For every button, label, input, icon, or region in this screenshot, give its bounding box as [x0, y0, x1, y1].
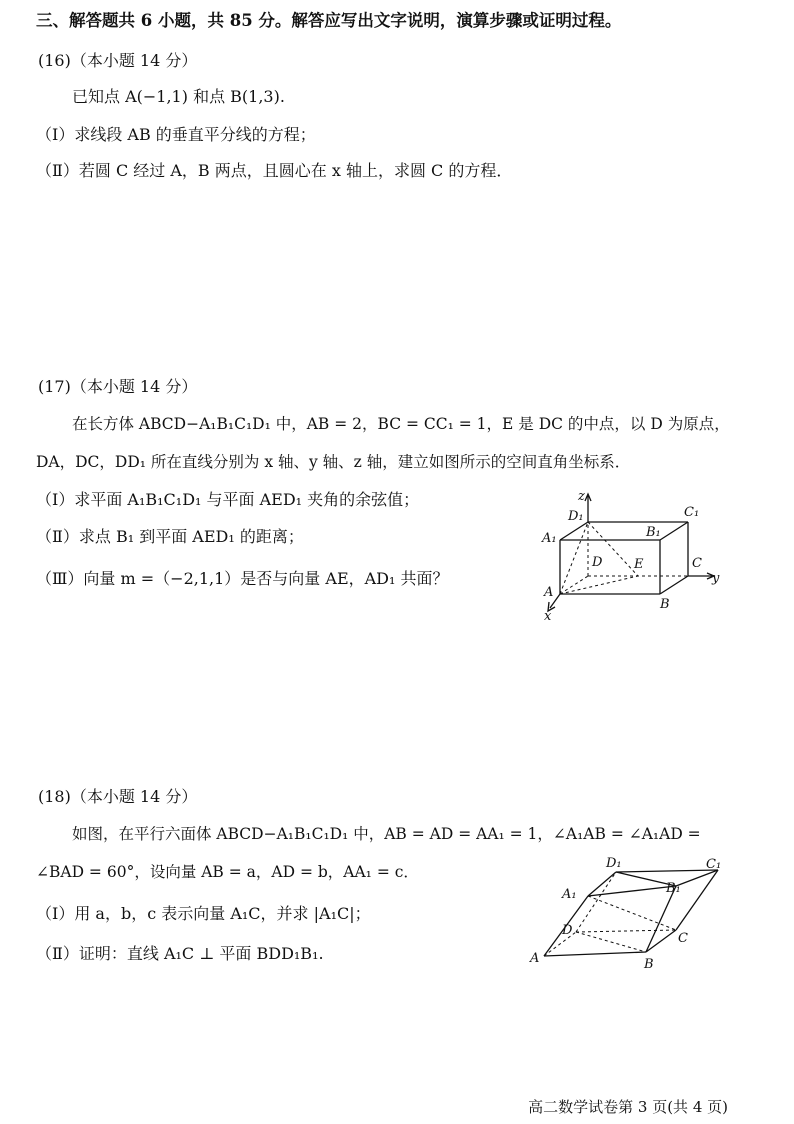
label-B: B: [660, 597, 670, 612]
segment-AD1: [560, 522, 588, 594]
label-B: B: [644, 957, 654, 972]
segment-AE: [560, 576, 638, 594]
edge-B1C1: [660, 522, 688, 540]
q18-part-1: （Ⅰ）用 a，b，c 表示向量 A₁C，并求 |A₁C|；: [36, 904, 371, 923]
label-C: C: [678, 931, 688, 946]
q16-stem: 已知点 A(−1,1) 和点 B(1,3).: [72, 87, 285, 106]
edge-A1D1: [588, 872, 616, 896]
label-C1: C₁: [706, 857, 722, 872]
q18-part-2: （Ⅱ）证明：直线 A₁C ⊥ 平面 BDD₁B₁.: [36, 944, 324, 963]
q16-part-2: （Ⅱ）若圆 C 经过 A，B 两点，且圆心在 x 轴上，求圆 C 的方程．: [36, 161, 513, 180]
edge-A1B1: [588, 886, 676, 896]
edge-DD1: [576, 872, 616, 932]
label-C1: C₁: [684, 505, 700, 520]
q17-stem-line-1: 在长方体 ABCD−A₁B₁C₁D₁ 中，AB = 2，BC = CC₁ = 1，E 是 DC 的中点，以 D 为原点，: [72, 415, 730, 433]
label-x: x: [544, 609, 552, 624]
section-heading: 三、解答题共 6 小题，共 85 分。解答应写出文字说明，演算步骤或证明过程。: [36, 11, 622, 30]
edge-AB: [544, 952, 646, 956]
label-C: C: [692, 556, 702, 571]
label-D: D: [592, 555, 603, 570]
label-A1: A₁: [562, 887, 577, 902]
page-footer: 高二数学试卷第 3 页(共 4 页): [528, 1098, 728, 1116]
segment-BD: [576, 932, 646, 952]
q17-box-figure: [530, 488, 730, 628]
edge-CC1: [676, 870, 718, 930]
q17-part-1: （Ⅰ）求平面 A₁B₁C₁D₁ 与平面 AED₁ 夹角的余弦值；: [36, 490, 420, 509]
edge-DC: [576, 930, 676, 932]
label-A1: A₁: [542, 531, 557, 546]
label-y: y: [712, 571, 720, 586]
edge-BC: [660, 576, 688, 594]
edge-AD: [560, 576, 588, 594]
q17-stem-line-2: DA，DC，DD₁ 所在直线分别为 x 轴、y 轴、z 轴，建立如图所示的空间直角坐标系．: [36, 453, 631, 471]
segment-A1C: [588, 896, 676, 930]
edge-D1C1: [616, 870, 718, 872]
q16-header: (16)（本小题 14 分）: [38, 51, 198, 70]
label-D: D: [562, 923, 573, 938]
label-A: A: [530, 951, 540, 966]
label-B1: B₁: [666, 881, 681, 896]
q17-part-2: （Ⅱ）求点 B₁ 到平面 AED₁ 的距离；: [36, 527, 304, 546]
q16-part-1: （Ⅰ）求线段 AB 的垂直平分线的方程；: [36, 125, 316, 144]
label-E: E: [634, 557, 644, 572]
q18-stem-line-2: ∠BAD = 60°，设向量 AB = a，AD = b，AA₁ = c．: [36, 863, 419, 881]
label-z: z: [578, 489, 585, 504]
q17-part-3: （Ⅲ）向量 m =（−2,1,1）是否与向量 AE，AD₁ 共面？: [36, 569, 449, 588]
q18-header: (18)（本小题 14 分）: [38, 787, 198, 806]
label-D1: D₁: [606, 856, 622, 871]
q18-parallelepiped-figure: [526, 852, 732, 972]
edge-A1D1: [560, 522, 588, 540]
label-D1: D₁: [568, 509, 584, 524]
q17-header: (17)（本小题 14 分）: [38, 377, 198, 396]
label-A: A: [544, 585, 554, 600]
label-B1: B₁: [646, 525, 661, 540]
q18-stem-line-1: 如图，在平行六面体 ABCD−A₁B₁C₁D₁ 中，AB = AD = AA₁ = 1，∠A₁AB = ∠A₁AD =: [72, 825, 701, 843]
